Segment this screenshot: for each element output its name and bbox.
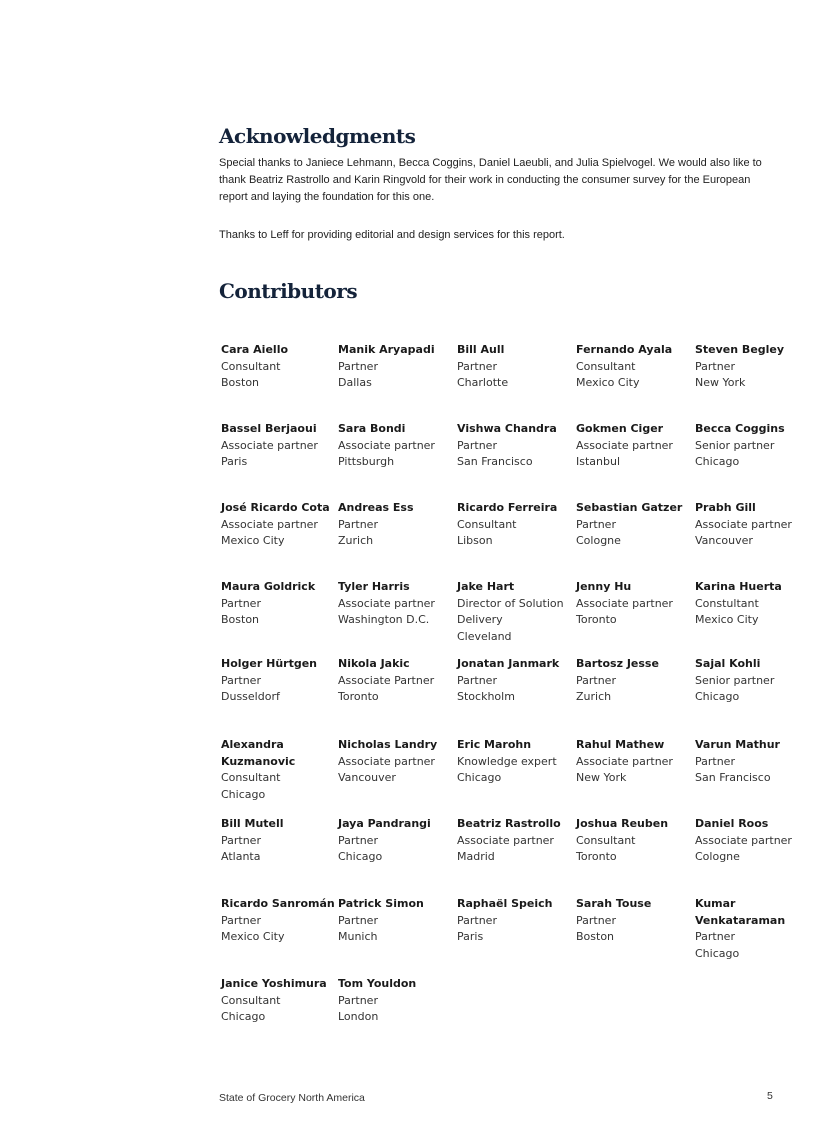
contributor-role: Partner <box>338 517 378 531</box>
page-number: 5 <box>767 1090 773 1102</box>
contributor-city: Dusseldorf <box>221 690 280 703</box>
contributor-city: Mexico City <box>576 376 640 389</box>
contributor-name: Bill Aull <box>457 343 505 356</box>
contributor-role: Consultant <box>457 517 517 531</box>
contributor-name: Karina Huerta <box>695 580 782 593</box>
contributor-entry <box>576 656 692 706</box>
contributor-entry <box>338 579 454 629</box>
contributor-entry <box>457 816 575 866</box>
contributor-role: Associate partner <box>338 596 435 610</box>
contributor-city: Vancouver <box>338 771 396 784</box>
footer-publication-title: State of Grocery North America <box>219 1092 365 1104</box>
contributor-name: Jonatan Janmark <box>457 657 560 670</box>
contributor-entry <box>457 342 575 392</box>
contributor-name: Maura Goldrick <box>221 580 316 593</box>
contributor-name: Gokmen Ciger <box>576 422 664 435</box>
contributor-entry <box>221 579 335 629</box>
contributor-city: Paris <box>221 455 248 468</box>
contributor-city: Istanbul <box>576 455 621 468</box>
contributor-city: Cologne <box>695 850 740 863</box>
contributor-city: New York <box>576 771 627 784</box>
contributor-city: Chicago <box>221 1010 266 1023</box>
contributor-city: Vancouver <box>695 534 753 547</box>
contributor-name: Patrick Simon <box>338 897 424 910</box>
contributor-role: Partner <box>338 993 378 1007</box>
contributor-name: Tyler Harris <box>338 580 410 593</box>
contributor-entry <box>338 421 454 471</box>
contributor-role: Knowledge expert <box>457 754 557 768</box>
contributor-entry <box>338 896 454 946</box>
acknowledgments-paragraph: Thanks to Leff for providing editorial and design services for this report. <box>219 229 565 241</box>
contributor-city: Dallas <box>338 376 372 389</box>
contributor-entry <box>221 976 335 1026</box>
contributor-name: Jaya Pandrangi <box>338 817 431 830</box>
contributor-entry <box>576 816 692 866</box>
contributor-name: Rahul Mathew <box>576 738 665 751</box>
contributor-name: Daniel Roos <box>695 817 769 830</box>
contributor-city: Libson <box>457 534 493 547</box>
contributor-city: Stockholm <box>457 690 515 703</box>
contributor-name: Bassel Berjaoui <box>221 422 317 435</box>
contributor-name: Alexandra Kuzmanovic <box>221 738 296 768</box>
contributor-name: Sajal Kohli <box>695 657 761 670</box>
contributor-city: Chicago <box>221 787 266 801</box>
contributor-entry <box>221 421 335 471</box>
contributor-city: Boston <box>221 376 260 389</box>
contributor-city: Paris <box>457 930 484 943</box>
contributor-role: Associate Partner <box>338 673 435 687</box>
contributor-role: Partner <box>576 673 616 687</box>
acknowledgments-heading: Acknowledgments <box>219 124 416 148</box>
contributor-role: Associate partner <box>221 438 318 452</box>
contributor-role: Partner <box>695 359 735 373</box>
contributor-name: Sebastian Gatzer <box>576 501 683 514</box>
contributor-city: Chicago <box>695 690 740 703</box>
contributor-name: Janice Yoshimura <box>221 977 327 990</box>
contributor-role: Consultant <box>221 993 281 1007</box>
contributor-city: Pittsburgh <box>338 455 395 468</box>
contributor-role: Associate partner <box>576 596 673 610</box>
contributor-role: Partner <box>338 359 378 373</box>
contributor-role: Associate partner <box>338 754 435 768</box>
contributor-entry <box>457 500 575 550</box>
contributor-entry <box>695 500 815 550</box>
contributor-role: Constultant <box>695 596 759 610</box>
contributor-role: Director of Solution Delivery <box>457 596 564 626</box>
contributor-role: Consultant <box>221 359 281 373</box>
acknowledgments-paragraph: Special thanks to Janiece Lehmann, Becca Coggins, Daniel Laeubli, and Julia Spielvogel. We would also like to thank Beatriz Rastrollo and Karin Ringvold for their work in conducting the consumer survey for the European report and laying the foundation for this one. <box>219 157 762 203</box>
contributor-entry <box>338 976 454 1026</box>
contributor-name: Bill Mutell <box>221 817 284 830</box>
contributor-role: Associate partner <box>576 438 673 452</box>
contributor-role: Partner <box>576 913 616 927</box>
contributor-name: Eric Marohn <box>457 738 532 751</box>
contributor-city: Cologne <box>576 534 621 547</box>
contributor-name: José Ricardo Cota <box>221 501 330 514</box>
contributor-role: Partner <box>457 359 497 373</box>
contributor-city: Boston <box>221 613 260 626</box>
contributor-name: Becca Coggins <box>695 422 785 435</box>
contributor-name: Vishwa Chandra <box>457 422 557 435</box>
contributor-entry <box>457 737 575 787</box>
contributor-city: Chicago <box>457 771 502 784</box>
contributor-role: Consultant <box>576 359 636 373</box>
contributor-entry <box>695 579 815 629</box>
contributor-entry <box>695 421 815 471</box>
contributor-entry <box>221 737 335 803</box>
contributor-name: Raphaël Speich <box>457 897 553 910</box>
contributor-name: Steven Begley <box>695 343 785 356</box>
contributor-name: Bartosz Jesse <box>576 657 659 670</box>
contributor-name: Joshua Reuben <box>576 817 669 830</box>
contributor-role: Partner <box>221 596 261 610</box>
contributor-entry <box>576 500 692 550</box>
contributor-role: Associate partner <box>457 833 554 847</box>
contributor-name: Ricardo Sanromán <box>221 897 335 910</box>
contributor-entry <box>457 421 575 471</box>
contributor-city: Cleveland <box>457 629 512 643</box>
contributor-role: Partner <box>221 833 261 847</box>
contributor-entry <box>221 342 335 392</box>
contributor-entry <box>457 579 575 645</box>
contributor-city: London <box>338 1010 379 1023</box>
contributor-name: Sarah Touse <box>576 897 652 910</box>
contributor-entry <box>576 579 692 629</box>
contributor-name: Fernando Ayala <box>576 343 673 356</box>
contributor-entry <box>338 737 454 787</box>
contributor-name: Beatriz Rastrollo <box>457 817 561 830</box>
contributor-role: Partner <box>338 833 378 847</box>
contributor-name: Ricardo Ferreira <box>457 501 558 514</box>
contributor-city: Charlotte <box>457 376 509 389</box>
contributor-entry <box>221 896 335 946</box>
contributor-name: Prabh Gill <box>695 501 756 514</box>
contributor-entry <box>338 816 454 866</box>
contributor-role: Consultant <box>576 833 636 847</box>
contributor-entry <box>576 342 692 392</box>
contributor-role: Associate partner <box>338 438 435 452</box>
contributor-entry <box>457 896 575 946</box>
contributor-city: Chicago <box>338 850 383 863</box>
contributor-role: Partner <box>457 438 497 452</box>
contributor-entry <box>457 656 575 706</box>
contributor-city: Zurich <box>338 534 374 547</box>
contributor-role: Associate partner <box>695 833 792 847</box>
contributor-role: Senior partner <box>695 673 775 687</box>
contributor-name: Holger Hürtgen <box>221 657 318 670</box>
contributor-role: Associate partner <box>221 517 318 531</box>
contributor-name: Andreas Ess <box>338 501 414 514</box>
contributor-entry <box>695 737 815 787</box>
contributor-city: Chicago <box>695 946 740 960</box>
contributor-city: Madrid <box>457 850 495 863</box>
contributor-city: San Francisco <box>457 455 533 468</box>
contributor-role: Associate partner <box>695 517 792 531</box>
contributor-role: Partner <box>576 517 616 531</box>
contributor-entry <box>695 896 815 962</box>
contributor-entry <box>221 656 335 706</box>
contributor-entry <box>576 896 692 946</box>
contributor-role: Partner <box>695 930 735 943</box>
contributor-city: Toronto <box>576 613 617 626</box>
contributor-role: Consultant <box>221 771 281 784</box>
contributor-city: Mexico City <box>221 534 285 547</box>
contributor-city: New York <box>695 376 746 389</box>
contributor-city: Zurich <box>576 690 612 703</box>
contributor-role: Partner <box>457 913 497 927</box>
contributor-city: Toronto <box>338 690 379 703</box>
contributors-heading: Contributors <box>219 279 358 303</box>
contributor-role: Partner <box>221 913 261 927</box>
contributor-name: Manik Aryapadi <box>338 343 435 356</box>
contributor-entry <box>695 342 815 392</box>
contributor-name: Jenny Hu <box>576 580 632 593</box>
contributor-city: San Francisco <box>695 771 771 784</box>
contributor-city: Mexico City <box>221 930 285 943</box>
contributor-role: Associate partner <box>576 754 673 768</box>
contributor-entry <box>695 656 815 706</box>
contributor-name: Cara Aiello <box>221 343 289 356</box>
contributor-name: Sara Bondi <box>338 422 406 435</box>
contributor-entry <box>338 656 454 706</box>
contributor-entry <box>338 342 454 392</box>
contributor-name: Kumar Venkataraman <box>695 897 786 927</box>
contributor-city: Atlanta <box>221 850 261 863</box>
contributor-city: Toronto <box>576 850 617 863</box>
contributor-entry <box>338 500 454 550</box>
contributor-entry <box>221 816 335 866</box>
contributor-name: Nicholas Landry <box>338 738 438 751</box>
contributor-role: Partner <box>338 913 378 927</box>
contributor-city: Chicago <box>695 455 740 468</box>
contributor-city: Mexico City <box>695 613 759 626</box>
contributor-role: Partner <box>695 754 735 768</box>
contributor-role: Senior partner <box>695 438 775 452</box>
contributor-name: Varun Mathur <box>695 738 780 751</box>
contributor-role: Partner <box>221 673 261 687</box>
contributor-role: Partner <box>457 673 497 687</box>
contributor-entry <box>221 500 335 550</box>
contributor-entry <box>576 421 692 471</box>
contributor-city: Washington D.C. <box>338 613 430 626</box>
contributor-city: Munich <box>338 930 378 943</box>
contributor-entry <box>695 816 815 866</box>
contributor-name: Nikola Jakic <box>338 657 410 670</box>
contributor-entry <box>576 737 692 787</box>
contributor-city: Boston <box>576 930 615 943</box>
contributor-name: Jake Hart <box>457 580 515 593</box>
contributor-name: Tom Youldon <box>338 977 417 990</box>
